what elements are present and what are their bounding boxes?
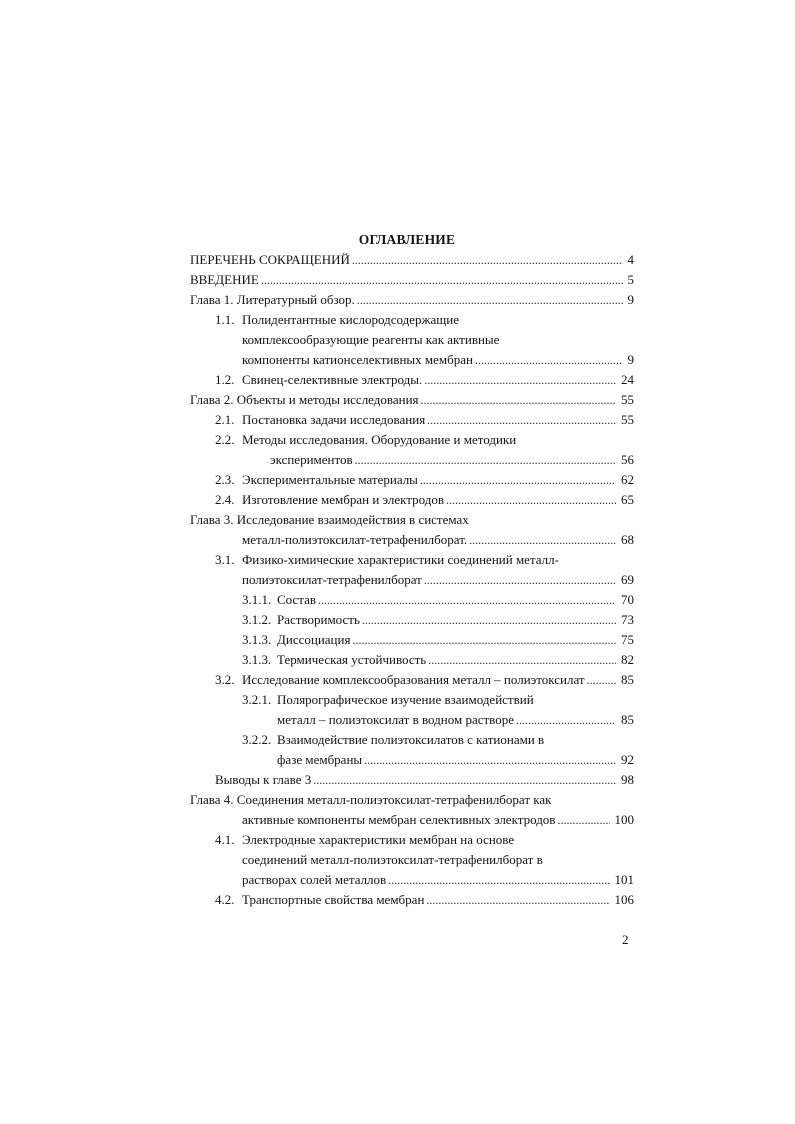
toc-entry-page: 98 bbox=[621, 772, 634, 787]
toc-entry-title: экспериментов bbox=[270, 452, 353, 467]
dot-leader bbox=[426, 890, 609, 910]
toc-entry-title: Состав bbox=[277, 592, 317, 607]
toc-line bbox=[190, 470, 634, 490]
toc-entry-page: 9 bbox=[627, 352, 634, 367]
toc-line bbox=[190, 550, 634, 570]
dot-leader bbox=[516, 710, 616, 730]
toc-entry-title: Растворимость bbox=[277, 612, 360, 627]
toc-line bbox=[190, 810, 634, 830]
toc-line bbox=[190, 390, 634, 410]
dot-leader bbox=[469, 530, 616, 550]
toc-entry-title: компоненты катионселективных мембран bbox=[242, 352, 473, 367]
toc-line bbox=[190, 270, 634, 290]
dot-leader bbox=[421, 390, 616, 410]
toc-line bbox=[190, 410, 634, 430]
toc-entry-page: 85 bbox=[621, 672, 634, 687]
toc-entry-title: Свинец-селективные электроды. bbox=[242, 372, 423, 387]
dot-leader bbox=[475, 350, 623, 370]
toc-line bbox=[190, 770, 634, 790]
toc-entry-number: 1.2. bbox=[215, 372, 235, 387]
toc-entry-number: 2.3. bbox=[215, 472, 235, 487]
toc-line bbox=[190, 350, 634, 370]
toc-entry-number: 3.1.3. bbox=[242, 652, 272, 667]
dot-leader bbox=[557, 810, 609, 830]
toc-line bbox=[190, 750, 634, 770]
toc-entry-page: 24 bbox=[621, 372, 634, 387]
toc-line bbox=[190, 670, 634, 690]
toc-entry-number: 2.4. bbox=[215, 492, 235, 507]
toc-entry-title: Глава 1. Литературный обзор. bbox=[190, 292, 355, 307]
toc-entry-title: металл – полиэтоксилат в водном растворе bbox=[277, 712, 514, 727]
toc-entry-number: 4.1. bbox=[215, 832, 235, 847]
dot-leader bbox=[313, 770, 616, 790]
dot-leader bbox=[427, 410, 616, 430]
toc-line bbox=[190, 250, 634, 270]
toc-line bbox=[190, 490, 634, 510]
dot-leader bbox=[587, 670, 616, 690]
toc-line bbox=[190, 510, 634, 530]
table-of-contents bbox=[190, 250, 634, 910]
toc-entry-title: Глава 2. Объекты и методы исследования bbox=[190, 392, 419, 407]
toc-entry-title: Методы исследования. Оборудование и методики bbox=[242, 432, 517, 447]
dot-leader bbox=[357, 290, 623, 310]
toc-line bbox=[190, 590, 634, 610]
dot-leader bbox=[424, 570, 616, 590]
toc-entry-title: Взаимодействие полиэтоксилатов с катионами в bbox=[277, 732, 545, 747]
toc-line bbox=[190, 890, 634, 910]
toc-entry-page: 69 bbox=[621, 572, 634, 587]
toc-entry-page: 55 bbox=[621, 392, 634, 407]
toc-entry-page: 106 bbox=[614, 892, 634, 907]
toc-entry-page: 85 bbox=[621, 712, 634, 727]
toc-entry-number: 4.2. bbox=[215, 892, 235, 907]
toc-line bbox=[190, 630, 634, 650]
toc-entry-number: 3.1.3. bbox=[242, 632, 272, 647]
toc-entry-page: 68 bbox=[621, 532, 634, 547]
toc-entry-page: 62 bbox=[621, 472, 634, 487]
page-number: 2 bbox=[622, 932, 629, 947]
dot-leader bbox=[420, 470, 616, 490]
toc-entry-title: Электродные характеристики мембран на основе bbox=[242, 832, 515, 847]
toc-entry-page: 4 bbox=[627, 252, 634, 267]
toc-entry-number: 3.1. bbox=[215, 552, 235, 567]
toc-entry-title: ПЕРЕЧЕНЬ СОКРАЩЕНИЙ bbox=[190, 252, 350, 267]
toc-line bbox=[190, 710, 634, 730]
toc-entry-page: 73 bbox=[621, 612, 634, 627]
toc-entry-page: 65 bbox=[621, 492, 634, 507]
toc-entry-title: полиэтоксилат-тетрафенилборат bbox=[242, 572, 422, 587]
toc-line bbox=[190, 450, 634, 470]
toc-entry-title: соединений металл-полиэтоксилат-тетрафенилборат в bbox=[242, 852, 543, 867]
toc-entry-page: 101 bbox=[614, 872, 634, 887]
toc-entry-title: Физико-химические характеристики соединений металл- bbox=[242, 552, 559, 567]
toc-line bbox=[190, 730, 634, 750]
toc-entry-title: Полярографическое изучение взаимодействий bbox=[277, 692, 534, 707]
toc-entry-title: Глава 3. Исследование взаимодействия в системах bbox=[190, 512, 469, 527]
toc-entry-number: 1.1. bbox=[215, 312, 235, 327]
toc-entry-title: фазе мембраны bbox=[277, 752, 363, 767]
toc-entry-number: 3.1.1. bbox=[242, 592, 272, 607]
toc-entry-page: 100 bbox=[614, 812, 634, 827]
toc-entry-number: 2.2. bbox=[215, 432, 235, 447]
toc-line bbox=[190, 690, 634, 710]
dot-leader bbox=[362, 610, 616, 630]
toc-line bbox=[190, 850, 634, 870]
toc-entry-page: 82 bbox=[621, 652, 634, 667]
toc-entry-title: активные компоненты мембран селективных электродов bbox=[242, 812, 556, 827]
toc-line bbox=[190, 650, 634, 670]
dot-leader bbox=[424, 370, 616, 390]
dot-leader bbox=[318, 590, 616, 610]
toc-line bbox=[190, 870, 634, 890]
toc-line bbox=[190, 330, 634, 350]
dot-leader bbox=[355, 450, 616, 470]
dot-leader bbox=[428, 650, 616, 670]
toc-entry-title: Постановка задачи исследования bbox=[242, 412, 426, 427]
toc-entry-title: Экспериментальные материалы bbox=[242, 472, 418, 487]
toc-entry-title: Диссоциация bbox=[277, 632, 351, 647]
toc-line bbox=[190, 370, 634, 390]
toc-entry-title: комплексообразующие реагенты как активные bbox=[242, 332, 500, 347]
toc-entry-page: 92 bbox=[621, 752, 634, 767]
toc-entry-number: 3.2.2. bbox=[242, 732, 272, 747]
toc-entry-title: растворах солей металлов bbox=[242, 872, 387, 887]
dot-leader bbox=[388, 870, 609, 890]
toc-entry-title: Полидентантные кислородсодержащие bbox=[242, 312, 460, 327]
toc-entry-title: ВВЕДЕНИЕ bbox=[190, 272, 259, 287]
dot-leader bbox=[446, 490, 616, 510]
toc-entry-title: Глава 4. Соединения металл-полиэтоксилат-тетрафенилборат как bbox=[190, 792, 552, 807]
toc-line bbox=[190, 830, 634, 850]
toc-line bbox=[190, 790, 634, 810]
dot-leader bbox=[352, 250, 623, 270]
toc-line bbox=[190, 530, 634, 550]
toc-line bbox=[190, 310, 634, 330]
toc-line bbox=[190, 290, 634, 310]
dot-leader bbox=[352, 630, 616, 650]
toc-line bbox=[190, 430, 634, 450]
toc-entry-page: 9 bbox=[627, 292, 634, 307]
toc-entry-number: 3.1.2. bbox=[242, 612, 272, 627]
dot-leader bbox=[261, 270, 623, 290]
toc-entry-title: металл-полиэтоксилат-тетрафенилборат. bbox=[242, 532, 468, 547]
toc-entry-number: 3.2.1. bbox=[242, 692, 272, 707]
toc-entry-page: 5 bbox=[627, 272, 634, 287]
toc-line bbox=[190, 570, 634, 590]
toc-entry-page: 70 bbox=[621, 592, 634, 607]
toc-entry-title: Изготовление мембран и электродов bbox=[242, 492, 445, 507]
dot-leader bbox=[364, 750, 616, 770]
toc-entry-title: Выводы к главе 3 bbox=[215, 772, 312, 787]
toc-entry-number: 3.2. bbox=[215, 672, 235, 687]
toc-entry-page: 56 bbox=[621, 452, 634, 467]
toc-entry-title: Транспортные свойства мембран bbox=[242, 892, 425, 907]
toc-entry-number: 2.1. bbox=[215, 412, 235, 427]
toc-line bbox=[190, 610, 634, 630]
toc-entry-page: 55 bbox=[621, 412, 634, 427]
toc-entry-page: 75 bbox=[621, 632, 634, 647]
toc-entry-title: Термическая устойчивость bbox=[277, 652, 427, 667]
page-title: ОГЛАВЛЕНИЕ bbox=[358, 232, 456, 247]
toc-entry-title: Исследование комплексообразования металл – полиэтоксилат bbox=[242, 672, 585, 687]
